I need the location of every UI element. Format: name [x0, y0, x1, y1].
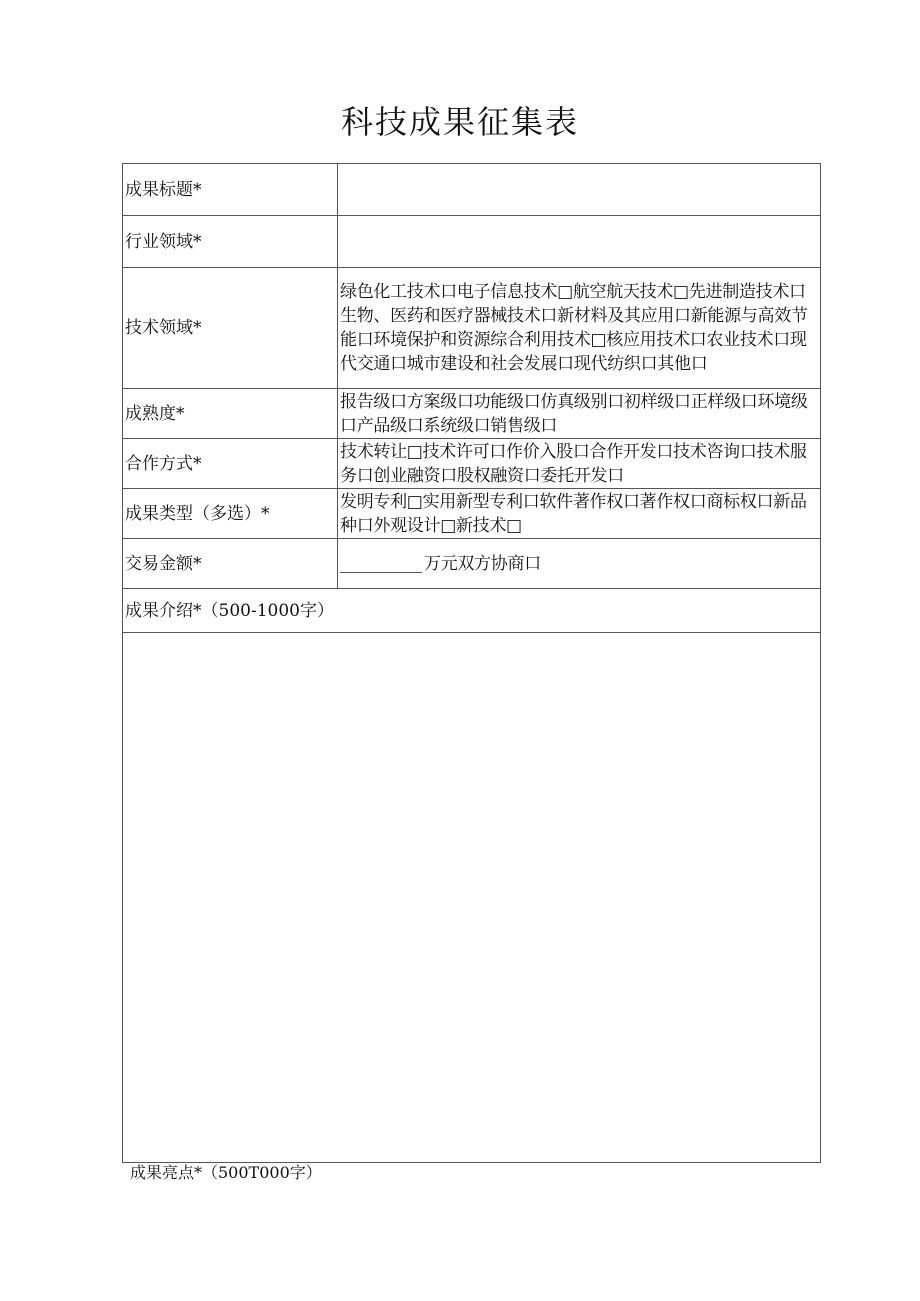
title-label: 成果标题*: [123, 164, 338, 216]
table-row: [123, 389, 821, 439]
result-type-value: 发明专利□实用新型专利口软件著作权口著作权口商标权口新品种口外观设计□新技术□: [340, 491, 807, 536]
table-row: [123, 589, 821, 633]
cooperation-label: 合作方式*: [123, 439, 338, 489]
table-row: [123, 633, 821, 1163]
tech-field-label: 技术领域*: [123, 268, 338, 389]
result-type-label: 成果类型（多选）*: [123, 489, 338, 539]
table-row: [123, 439, 821, 489]
tech-field-value: 绿色化工技术口电子信息技术□航空航天技术□先进制造技术口生物、医药和医疗器械技术口新材料及其应用口新能源与高效节能口环境保护和资源综合利用技术□核应用技术口农业技术口现代交通口城市建设和社会发展口现代纺织口其他口: [340, 282, 808, 374]
highlights-label: 成果亮点*（500T000字）: [130, 1163, 322, 1182]
table-row: [123, 164, 821, 216]
amount-input[interactable]: [340, 554, 422, 573]
title-input-cell[interactable]: [338, 164, 821, 216]
table-row: [123, 268, 821, 389]
table-row: [123, 216, 821, 268]
amount-unit-text: 万元双方协商口: [424, 553, 541, 574]
amount-cell: [338, 539, 821, 589]
maturity-options[interactable]: [338, 389, 821, 439]
maturity-value: 报告级口方案级口功能级口仿真级别口初样级口正样级口环境级口产品级口系统级口销售级口: [340, 391, 808, 436]
table-row: [123, 489, 821, 539]
amount-label: 交易金额*: [123, 539, 338, 589]
industry-input-cell[interactable]: [338, 216, 821, 268]
cooperation-value: 技术转让□技术许可口作价入股口合作开发口技术咨询口技术服务口创业融资口股权融资口委托开发口: [340, 441, 807, 486]
tech-field-options[interactable]: [338, 268, 821, 389]
industry-label: 行业领域*: [123, 216, 338, 268]
intro-content-area[interactable]: [123, 633, 821, 1163]
table-row: [123, 539, 821, 589]
intro-label: 成果介绍*（500-1000字）: [123, 589, 821, 633]
maturity-label: 成熟度*: [123, 389, 338, 439]
form-title: 科技成果征集表: [340, 103, 579, 141]
achievement-form-table: [122, 163, 821, 1163]
result-type-options[interactable]: [338, 489, 821, 539]
cooperation-options[interactable]: [338, 439, 821, 489]
